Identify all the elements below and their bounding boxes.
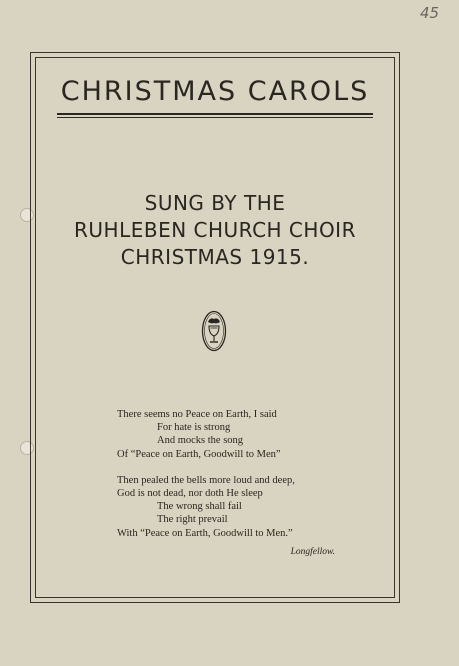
poem-line: And mocks the song [157, 435, 244, 447]
poem-line: For hate is strong [157, 422, 231, 434]
subtitle-line: CHRISTMAS 1915. [120, 245, 310, 269]
poem-line: God is not dead, nor doth He sleep [117, 487, 263, 499]
stanza-gap [112, 461, 352, 474]
title-rule-thick [57, 113, 373, 115]
poem-line: With “Peace on Earth, Goodwill to Men.” [117, 527, 293, 539]
poem-line: There seems no Peace on Earth, I said [117, 409, 277, 420]
page-number: 45 [420, 4, 440, 22]
subtitle-line: SUNG BY THE [144, 191, 286, 215]
subtitle-line: RUHLEBEN CHURCH CHOIR [74, 218, 356, 242]
poem-line: Then pealed the bells more loud and deep, [117, 474, 295, 486]
subtitle [35, 190, 395, 271]
poem [112, 408, 352, 540]
poem-line: The right prevail [157, 514, 228, 526]
cup-emblem-icon [201, 310, 227, 352]
page-title: CHRISTMAS CAROLS [60, 76, 370, 107]
attribution: Longfellow. [290, 547, 335, 557]
poem-line: The wrong shall fail [157, 501, 242, 513]
poem-line: Of “Peace on Earth, Goodwill to Men” [117, 448, 281, 460]
title-rule-thin [57, 117, 373, 118]
